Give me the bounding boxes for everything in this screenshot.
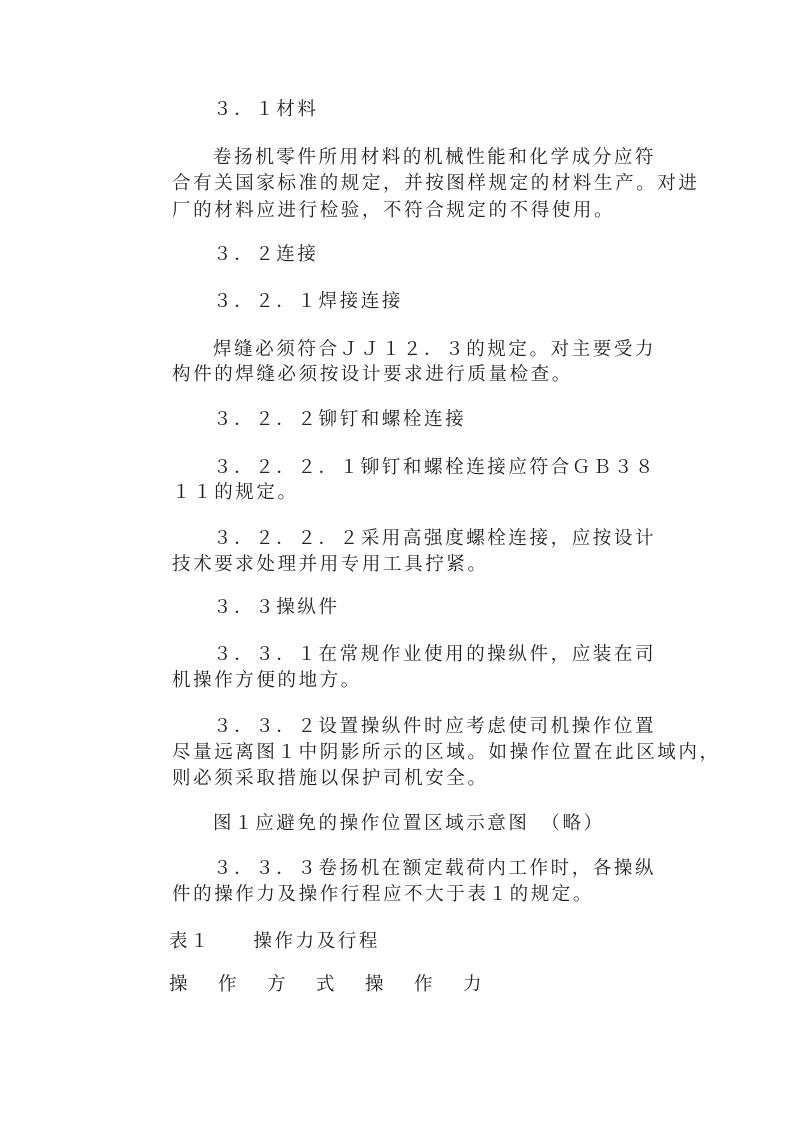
paragraph-line: 构件的焊缝必须按设计要求进行质量检查。: [172, 364, 573, 385]
paragraph-line: 技术要求处理并用专用工具拧紧。: [172, 554, 489, 575]
paragraph-line: ３．２．２．２采用高强度螺栓连接，应按设计: [213, 528, 657, 549]
heading-3-3: ３．３操纵件: [213, 597, 340, 618]
paragraph-line: 合有关国家标准的规定，并按图样规定的材料生产。对进: [172, 173, 700, 194]
paragraph-line: ３．２．２．１铆钉和螺栓连接应符合ＧＢ３８: [213, 457, 657, 478]
heading-3-1: ３．１材料: [213, 99, 319, 120]
heading-3-2-1: ３．２．１焊接连接: [213, 291, 403, 312]
paragraph-line: 厂的材料应进行检验，不符合规定的不得使用。: [172, 200, 616, 221]
paragraph-line: 卷扬机零件所用材料的机械性能和化学成分应符: [213, 147, 657, 168]
table-caption: 表１ 操作力及行程: [169, 931, 381, 952]
figure-caption: 图１应避免的操作位置区域示意图 （略）: [213, 813, 605, 834]
heading-3-2-2: ３．２．２铆钉和螺栓连接: [213, 409, 467, 430]
paragraph-line: ３．３．３卷扬机在额定载荷内工作时，各操纵: [213, 858, 657, 879]
paragraph-line: 焊缝必须符合ＪＪ１２．３的规定。对主要受力: [213, 339, 657, 360]
paragraph-line: 件的操作力及操作行程应不大于表１的规定。: [172, 884, 595, 905]
paragraph-line: １１的规定。: [172, 482, 299, 503]
heading-3-2: ３．２连接: [213, 244, 319, 265]
paragraph-line: 则必须采取措施以保护司机安全。: [172, 768, 489, 789]
table-header-row: 操 作 方 式 操 作 力: [169, 974, 488, 995]
paragraph-line: 尽量远离图１中阴影所示的区域。如操作位置在此区域内，: [172, 742, 721, 763]
paragraph-line: ３．３．２设置操纵件时应考虑使司机操作位置: [213, 716, 657, 737]
paragraph-line: ３．３．１在常规作业使用的操纵件，应装在司: [213, 644, 657, 665]
paragraph-line: 机操作方便的地方。: [172, 670, 362, 691]
